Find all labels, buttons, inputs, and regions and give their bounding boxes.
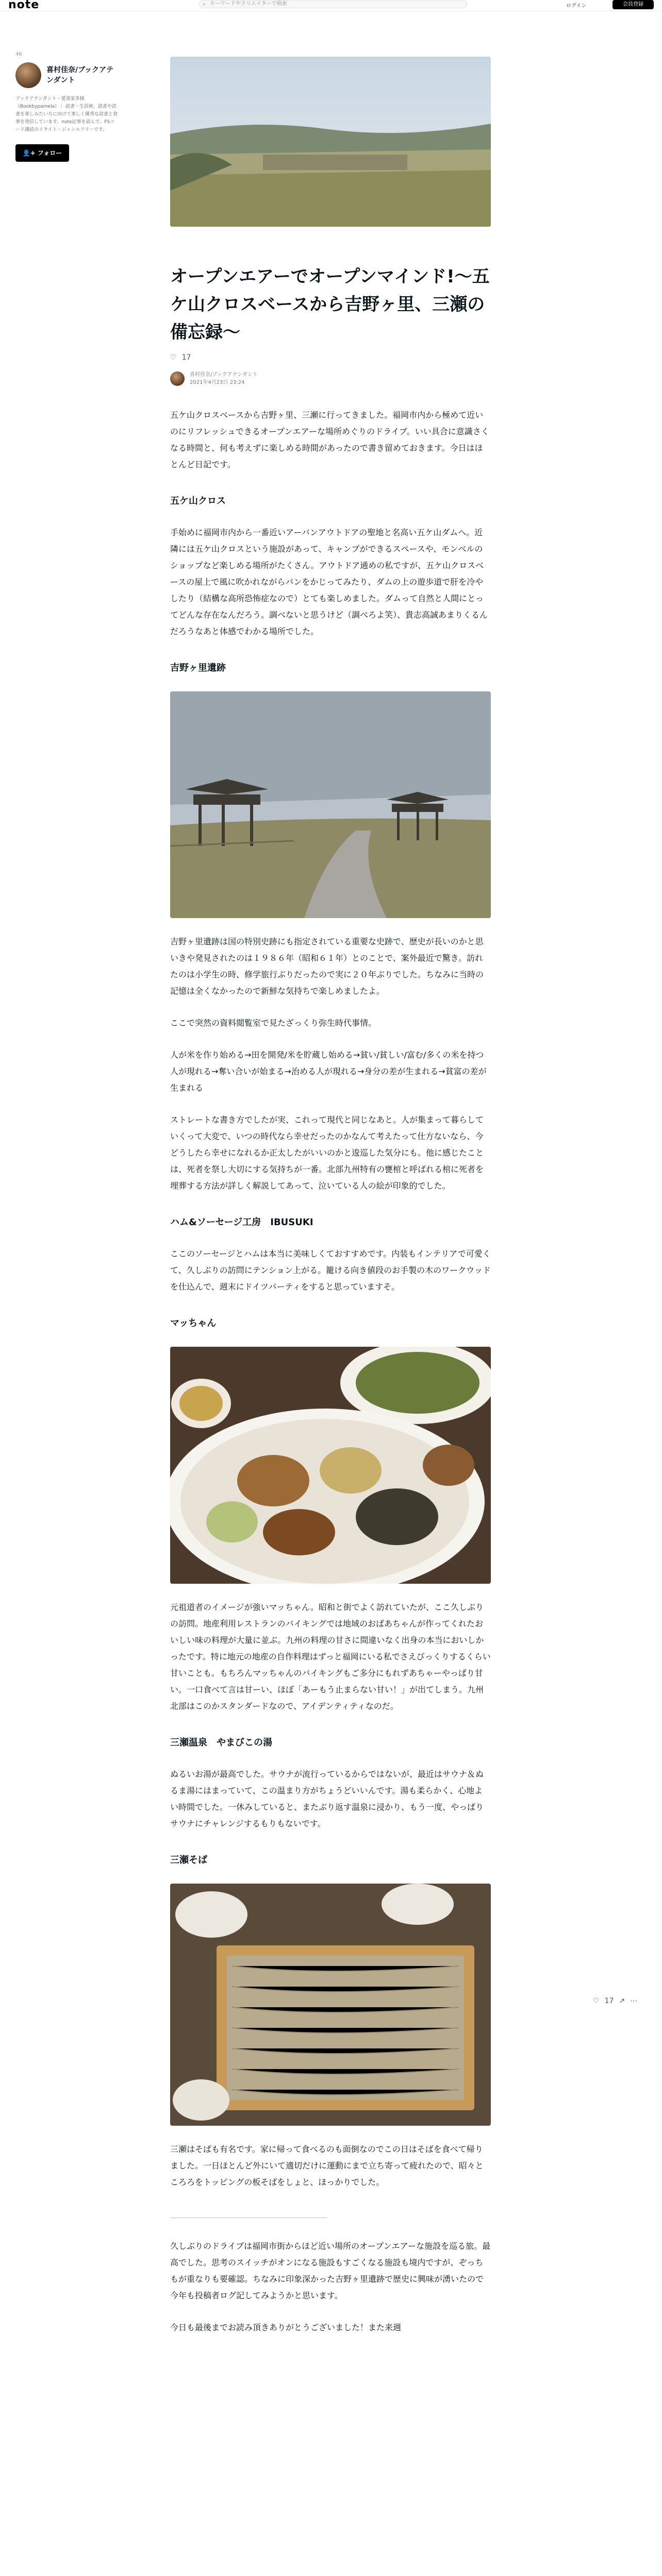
article-title: オープンエアーでオープンマインド!〜五ケ山クロスベースから吉野ヶ里、三瀬の備忘録〜: [170, 266, 490, 343]
floating-like-count: 17: [604, 1997, 614, 2005]
paragraph: ここのソーセージとハムは本当に美味しくておすすめです。内装もインテリアで可愛くて、久しぶりの訪問にテンション上がる。籠ける向き値段のお手製の木のワークウッドを仕込んで、週末にドイツパーティをすると思っていますそ。: [170, 1249, 491, 1292]
login-link[interactable]: ログイン: [566, 3, 587, 9]
sidebar-bio: ブックアテンダント・愛書家多様（Bookbypamela）｜ 読書・生活術、読書や読書を楽しみたい方に向けて楽しく優秀な読書と食事を発信しています。note記事を読んで、FSコード講読のリライト・ジャンルフリーです。: [15, 96, 118, 132]
paragraph: 久しぶりのドライブは福岡市街からほど近い場所のオープンエアーな施設を巡る旅。最高でした。思考のスイッチがオンになる施設もすごくなる施設も境内ですが、ぞっちもが重なりも要確認。ちなみに印象深かった吉野ヶ里遺跡で歴史に興味が湧いたので今年も投稿者ログ記してみようかと思います。: [170, 2241, 491, 2300]
paragraph: ここで突然の資料閲覧室で見たざっくり弥生時代事情。: [170, 1018, 377, 1028]
paragraph: 三瀬はそばも有名です。家に帰って食べるのも面倒なのでこの日はそばを食べて帰りました。一日ほとんど外にいて適切だけに運動にまで立ち寄って疲れたので、昭々ところろをトッピングの板そばをしょと、ほっかりでした。: [170, 2144, 484, 2187]
section-heading: マッちゃん: [170, 1318, 217, 1329]
floating-action-bar: [593, 1997, 637, 2005]
soba-photo-icon: [170, 1884, 491, 2126]
paragraph: 元祖道者のイメージが強いマッちゃん。昭和と街でよく訪れていたが、ここ久しぶりの訪問。地産利用レストランのバイキングでは地域のおばあちゃんが作ってくれたおいしい味の料理が大量に並ぶ。九州の料理の甘さに間違いなく出身の本当においしかったです。特に地元の地産の自作料理はずっと福岡にいる私でさえびっくりするくらい甘いことも。もちろんマッちゃんのバイキングもご多分にもれずあちゃーやっぱり甘い。一口食べて言は甘ーい、ほぼ「あーもう止まらない甘い！」が出てしまう。九州北部はこのかスタンダードなので、アイデンティティなのだ。: [170, 1602, 491, 1711]
site-header: [0, 0, 662, 11]
sidebar-profile: [15, 52, 119, 162]
follow-icon: 👤+: [22, 149, 38, 157]
avatar[interactable]: [15, 62, 41, 88]
like-count-top[interactable]: [170, 353, 491, 362]
section-heading: 三瀬温泉 やまびこの湯: [170, 1737, 272, 1748]
follow-label: フォロー: [37, 149, 62, 157]
buffet-image: [170, 1347, 491, 1584]
section-heading: 五ケ山クロス: [170, 496, 226, 506]
author-name[interactable]: 喜村佳奈/ブックアテンダント: [190, 372, 258, 378]
paragraph: 吉野ヶ里遺跡は国の特別史跡にも指定されている重要な史跡で、歴史が長いのかと思いきや発見されたのは１９８６年（昭和６１年）とのことで、案外最近で驚き。訪れたのは小学生の時、修学旅行ぶりだったので実に２０年ぶりでした。ちなみに当時の記憶は全くなかったので新鮮な気持ちで楽しめましたよ。: [170, 937, 484, 996]
like-count: 17: [181, 353, 191, 362]
paragraph: ぬるいお湯が最高でした。サウナが流行っているからではないが、最近はサウナ＆ぬるま湯にはまっていて、この温まり方がちょうどいいんです。湯も柔らかく、心地よい時間でした。一休みしていると、またぶり返す温泉に浸かり、もう一度、やっぱりサウナにチャレンジするもりもないです。: [170, 1769, 484, 1828]
paragraph: 人が米を作り始める→田を開発/米を貯蔵し始める→貧い/貧しい/富む/多くの米を持つ人が現れる→奪い合いが始まる→治める人が現れる→身分の差が生まれる→貧富の差が生まれる: [170, 1050, 487, 1093]
watchtower-photo-icon: [170, 691, 491, 918]
search-icon: ⌕: [203, 2, 206, 7]
article: [170, 57, 491, 2336]
section-heading: 三瀬そば: [170, 1855, 207, 1866]
signup-button[interactable]: 会員登録: [613, 0, 654, 9]
paragraph: ストレートな書き方でしたが実、これって現代と同じなあと。人が集まって暮らしていくって大変で、いつの時代なら幸せだったのかなんて考えたって仕方ないなら、今どうしたら幸せになれるか正太したがいいのかと逡巡した気分にも。他に感じたことは、死者を祭し大切にする気持ちが一番。北部九州特有の甕棺と呼ばれる棺に死者を埋葬する方法が詳しく解説してあって、泣いている人の絵が印象的でした。: [170, 1115, 484, 1191]
publish-date: 2021年4月23日 23:24: [190, 380, 245, 385]
soba-image: [170, 1884, 491, 2126]
sidebar-author[interactable]: [15, 62, 119, 88]
landscape-photo-icon: [170, 57, 491, 227]
more-icon[interactable]: ⋯: [630, 1997, 638, 2005]
search-input[interactable]: [199, 0, 467, 8]
article-author[interactable]: [170, 371, 491, 386]
avatar[interactable]: [170, 371, 185, 386]
follow-button[interactable]: [15, 144, 69, 162]
intro-paragraph: 五ケ山クロスベースから吉野ヶ里、三瀬に行ってきました。福岡市内から極めて近いのにリフレッシュできるオープンエアーな場所めぐりのドライブ。いい具合に意識さくなる時間と、何も考えずに楽しめる時間があったので書き留めておきます。今日はほとんど日記です。: [170, 410, 489, 469]
section-heading: 吉野ヶ里遺跡: [170, 663, 226, 673]
heart-icon[interactable]: ♡: [593, 1997, 600, 2005]
share-icon[interactable]: ↗: [619, 1997, 625, 2005]
note-logo[interactable]: note: [8, 0, 40, 11]
paragraph: 手始めに福岡市内から一番近いアーバンアウトドアの聖地と名高い五ケ山ダムへ。近隣には五ケ山クロスという施設があって、キャンプができるスペースや、モンベルのショップなど楽しめる場所がたくさん。アウトドア通めの私ですが、五ケ山クロスベースの屋上で風に吹かれながらパンをかじってみたり、ダムの上の遊歩道で肝を冷やしたり（結構な高所恐怖症なので）とても楽しめました。ダムって自然と人間にとってどんな存在なんだろう。調べないと思うけど（調べろよ笑）、貴志高誠あまりくるんだろうなあと体感でわかる場所でした。: [170, 528, 488, 636]
heart-icon[interactable]: ♡: [170, 353, 177, 362]
section-heading: ハム&ソーセージ工房 IBUSUKI: [170, 1217, 313, 1228]
sidebar-count: 46: [15, 52, 22, 57]
yoshinogari-image: [170, 691, 491, 918]
closing-paragraph: 今日も最後までお読み頂きありがとうございました！また来週: [170, 2323, 402, 2332]
food-photo-icon: [170, 1347, 491, 1584]
search-placeholder: キーワードやクリエイターで検索: [210, 1, 287, 7]
sidebar-author-name[interactable]: 喜村佳奈/ブックアテンダント: [46, 66, 114, 84]
hero-image: [170, 57, 491, 227]
divider-line: ＿＿＿＿＿＿＿＿＿＿＿＿＿＿＿＿＿＿＿: [170, 2209, 327, 2219]
